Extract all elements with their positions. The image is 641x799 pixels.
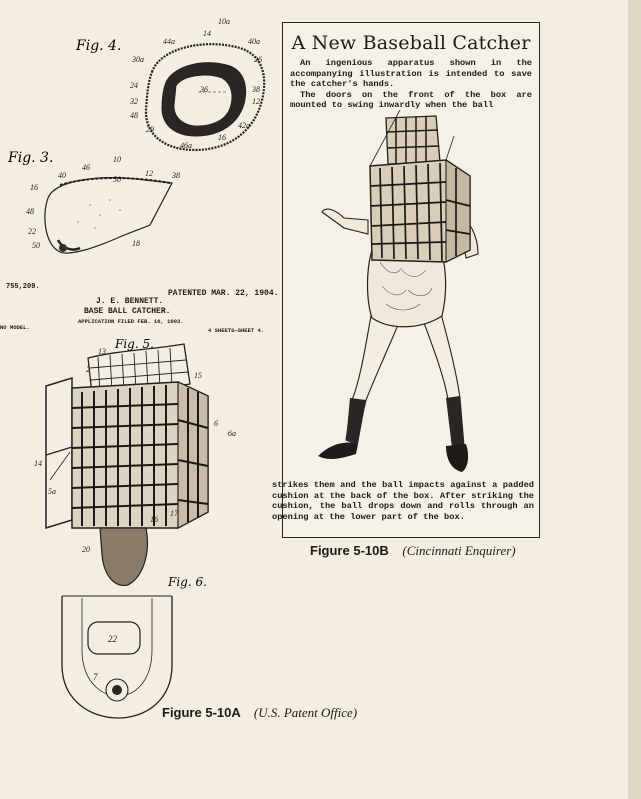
caption-a-source: (U.S. Patent Office)	[253, 705, 358, 720]
patent-inventor: J. E. BENNETT.	[96, 297, 164, 306]
fig5-ref-5a: 5a	[48, 487, 56, 496]
fig3-ref-16: 16	[30, 183, 38, 192]
fig4-ref-24: 24	[130, 81, 138, 90]
fig6-label: Fig. 6.	[168, 575, 207, 589]
fig4-ref-40a: 40a	[248, 37, 260, 46]
fig4-ref-29: 29	[146, 125, 154, 134]
fig4-ref-32: 32	[130, 97, 138, 106]
figure-5-10b-caption	[310, 543, 522, 559]
patent-filed: APPLICATION FILED FEB. 16, 1903.	[78, 318, 184, 325]
fig3-ref-22: 22	[28, 227, 36, 236]
fig5-ref-13: 13	[98, 347, 106, 356]
fig4-ref-46a: 46a	[180, 141, 192, 150]
caption-b-source: (Cincinnati Enquirer)	[402, 543, 516, 558]
caption-b-label: Figure 5-10B	[310, 543, 389, 558]
fig3-ref-10: 10	[113, 155, 121, 164]
figure-5-10a-caption	[162, 705, 357, 721]
patent-date: PATENTED MAR. 22, 1904.	[168, 289, 279, 298]
fig4-ref-48: 48	[130, 111, 138, 120]
fig4-ref-12: 12	[252, 97, 260, 106]
fig5-ref-14: 14	[34, 459, 42, 468]
fig3-ref-50b: 50	[32, 241, 40, 250]
article-body-bottom: strikes them and the ball impacts against a padded cushion at the back of the box. After striking the cushion, the ball drops down and rolls through an opening at the lower part of the box.	[272, 480, 534, 522]
fig3-label: Fig. 3.	[8, 150, 54, 166]
fig3-ref-48: 48	[26, 207, 34, 216]
fig5-ref-15: 15	[194, 371, 202, 380]
fig4-ref-30a: 30a	[132, 55, 144, 64]
article-paragraph-2: The doors on the front of the box are mounted to swing inwardly when the ball	[290, 89, 532, 110]
fig4-ref-36: 36	[200, 85, 208, 94]
fig4-ref-16: 16	[218, 133, 226, 142]
fig4-ref-26: 26	[254, 55, 262, 64]
fig4-ref-42a: 42a	[238, 121, 250, 130]
fig3-ref-12: 12	[145, 169, 153, 178]
fig3-ref-40: 40	[58, 171, 66, 180]
fig4-label: Fig. 4.	[76, 38, 122, 54]
fig3-ref-46: 46	[82, 163, 90, 172]
article-title: A New Baseball Catcher	[291, 32, 531, 54]
fig5-ref-6a: 6a	[228, 429, 236, 438]
fig6-ref-22: 22	[108, 634, 117, 644]
fig5-ref-2: 2	[86, 365, 90, 374]
patent-number: 755,209.	[6, 283, 40, 291]
patent-sheets: 4 SHEETS—SHEET 4.	[208, 327, 265, 334]
fig6-ref-7: 7	[93, 672, 98, 682]
fig4-ref-14: 14	[203, 29, 211, 38]
patent-title: BASE BALL CATCHER.	[84, 307, 171, 316]
fig5-ref-16: 16	[150, 515, 158, 524]
fig3-ref-38: 38	[172, 171, 180, 180]
fig5-ref-20: 20	[82, 545, 90, 554]
fig4-ref-44a: 44a	[163, 37, 175, 46]
fig5-ref-6: 6	[214, 419, 218, 428]
patent-model: NO MODEL.	[0, 324, 30, 331]
caption-a-label: Figure 5-10A	[162, 705, 241, 720]
fig4-ref-38: 38	[252, 85, 260, 94]
fig3-ref-18: 18	[132, 239, 140, 248]
fig4-ref-10a: 10a	[218, 17, 230, 26]
fig5-ref-17: 17	[170, 509, 178, 518]
fig3-ref-50: 50	[113, 175, 121, 184]
article-paragraph-1: An ingenious apparatus shown in the accompanying illustration is intended to save the catcher's hands.	[290, 58, 532, 89]
fig5-label: Fig. 5.	[115, 337, 154, 351]
